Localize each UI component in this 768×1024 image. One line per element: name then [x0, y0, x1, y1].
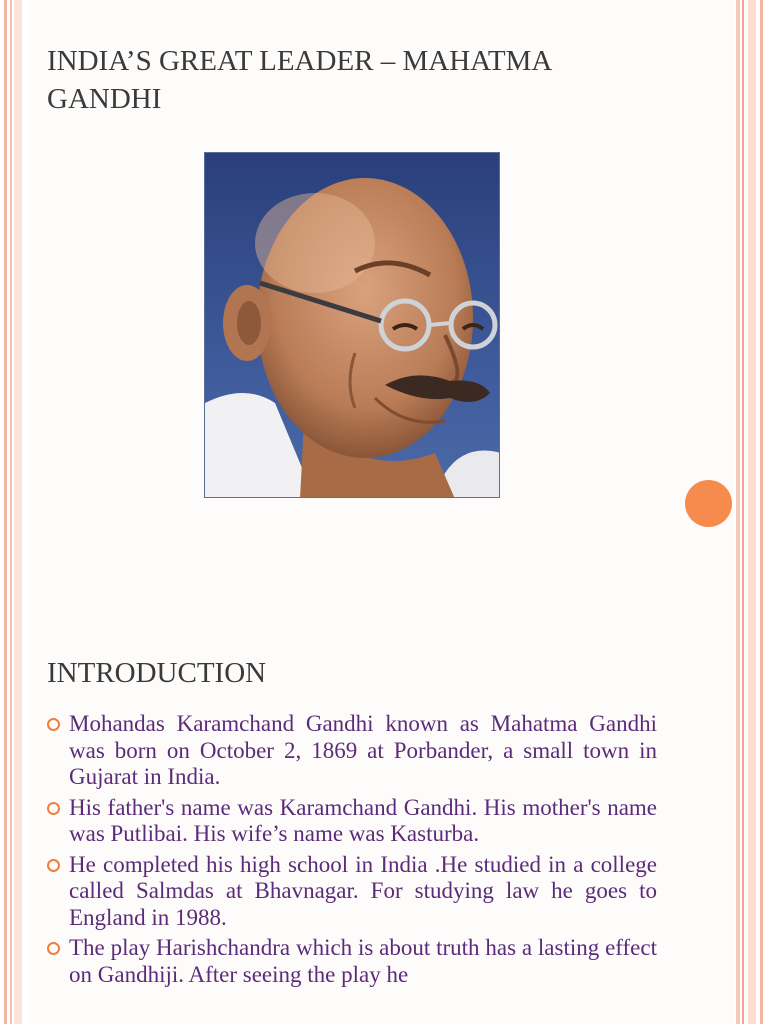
gandhi-portrait-image: [204, 152, 500, 498]
bullet-text: The play Harishchandra which is about truth has a lasting effect on Gandhiji. After seeing the play he: [69, 935, 657, 987]
list-item: [47, 795, 657, 848]
bullet-text: He completed his high school in India .He studied in a college called Salmdas at Bhavnagar. For studying law he goes to England in 1988.: [69, 851, 657, 930]
bullet-text: His father's name was Karamchand Gandhi. His mother's name was Putlibai. His wife’s name was Kasturba.: [69, 794, 657, 846]
bullet-text: Mohandas Karamchand Gandhi known as Mahatma Gandhi was born on October 2, 1869 at Porbander, a small town in Gujarat in India.: [69, 711, 657, 789]
circle-bullet-icon: [47, 718, 60, 731]
list-item: [47, 852, 657, 932]
section-title: INTRODUCTION: [47, 657, 267, 689]
circle-bullet-icon: [47, 802, 60, 815]
slide-title: INDIA’S GREAT LEADER – MAHATMA GANDHI: [47, 45, 551, 115]
bullet-list: [47, 711, 657, 992]
orange-circle-decoration: [685, 480, 732, 527]
list-item: [47, 935, 657, 988]
right-decorative-border: [734, 0, 768, 1024]
left-decorative-border: [0, 0, 28, 1024]
circle-bullet-icon: [47, 859, 60, 872]
circle-bullet-icon: [47, 942, 60, 955]
list-item: [47, 711, 657, 791]
